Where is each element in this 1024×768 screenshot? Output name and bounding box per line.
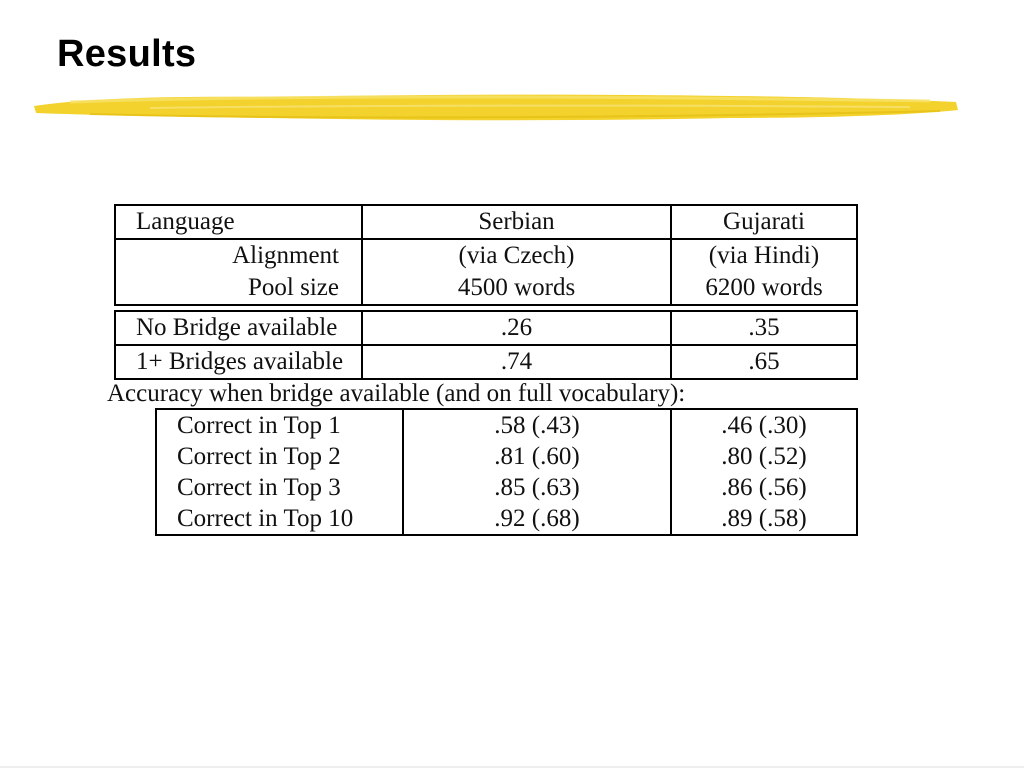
- serbian-pool-size: 4500 words: [457, 274, 576, 301]
- alignment-pool-labels: [115, 239, 362, 305]
- header-table: [114, 204, 858, 306]
- gujarati-value: .65: [671, 345, 857, 379]
- alignment-label: Alignment: [232, 242, 339, 269]
- gujarati-value: .80 (.52): [671, 441, 857, 472]
- row-label: Correct in Top 3: [177, 474, 341, 501]
- language-header: Language: [115, 205, 362, 239]
- gujarati-alignment: (via Hindi): [708, 242, 820, 269]
- table-row: [115, 205, 857, 239]
- row-label: Correct in Top 10: [177, 505, 354, 532]
- serbian-value: .85 (.63): [403, 472, 671, 503]
- bridge-table: [114, 310, 858, 380]
- serbian-details: [362, 239, 671, 305]
- accuracy-note: Accuracy when bridge available (and on full vocabulary):: [107, 380, 686, 407]
- serbian-value: .58 (.43): [403, 409, 671, 441]
- table-row: [156, 441, 857, 472]
- table-row: [115, 239, 857, 305]
- pool-size-label: Pool size: [248, 274, 339, 301]
- gujarati-value: .86 (.56): [671, 472, 857, 503]
- table-row: [115, 311, 857, 345]
- table-row: [156, 503, 857, 535]
- row-label: 1+ Bridges available: [136, 348, 344, 375]
- table-row: [156, 472, 857, 503]
- highlighter-stroke: [30, 88, 962, 128]
- serbian-value: .26: [362, 311, 671, 345]
- gujarati-header: Gujarati: [671, 205, 857, 239]
- gujarati-value: .35: [671, 311, 857, 345]
- serbian-value: .92 (.68): [403, 503, 671, 535]
- row-label: No Bridge available: [115, 311, 362, 345]
- serbian-alignment: (via Czech): [458, 242, 575, 269]
- slide-title: Results: [57, 33, 197, 75]
- gujarati-pool-size: 6200 words: [705, 274, 823, 301]
- gujarati-value: .46 (.30): [671, 409, 857, 441]
- gujarati-details: [671, 239, 857, 305]
- accuracy-table: [155, 408, 858, 536]
- gujarati-value: .89 (.58): [671, 503, 857, 535]
- serbian-header: Serbian: [362, 205, 671, 239]
- serbian-value: .81 (.60): [403, 441, 671, 472]
- table-row: [115, 345, 857, 379]
- table-row: [156, 409, 857, 441]
- serbian-value: .74: [362, 345, 671, 379]
- row-label: Correct in Top 2: [177, 443, 341, 470]
- row-label: Correct in Top 1: [177, 412, 341, 439]
